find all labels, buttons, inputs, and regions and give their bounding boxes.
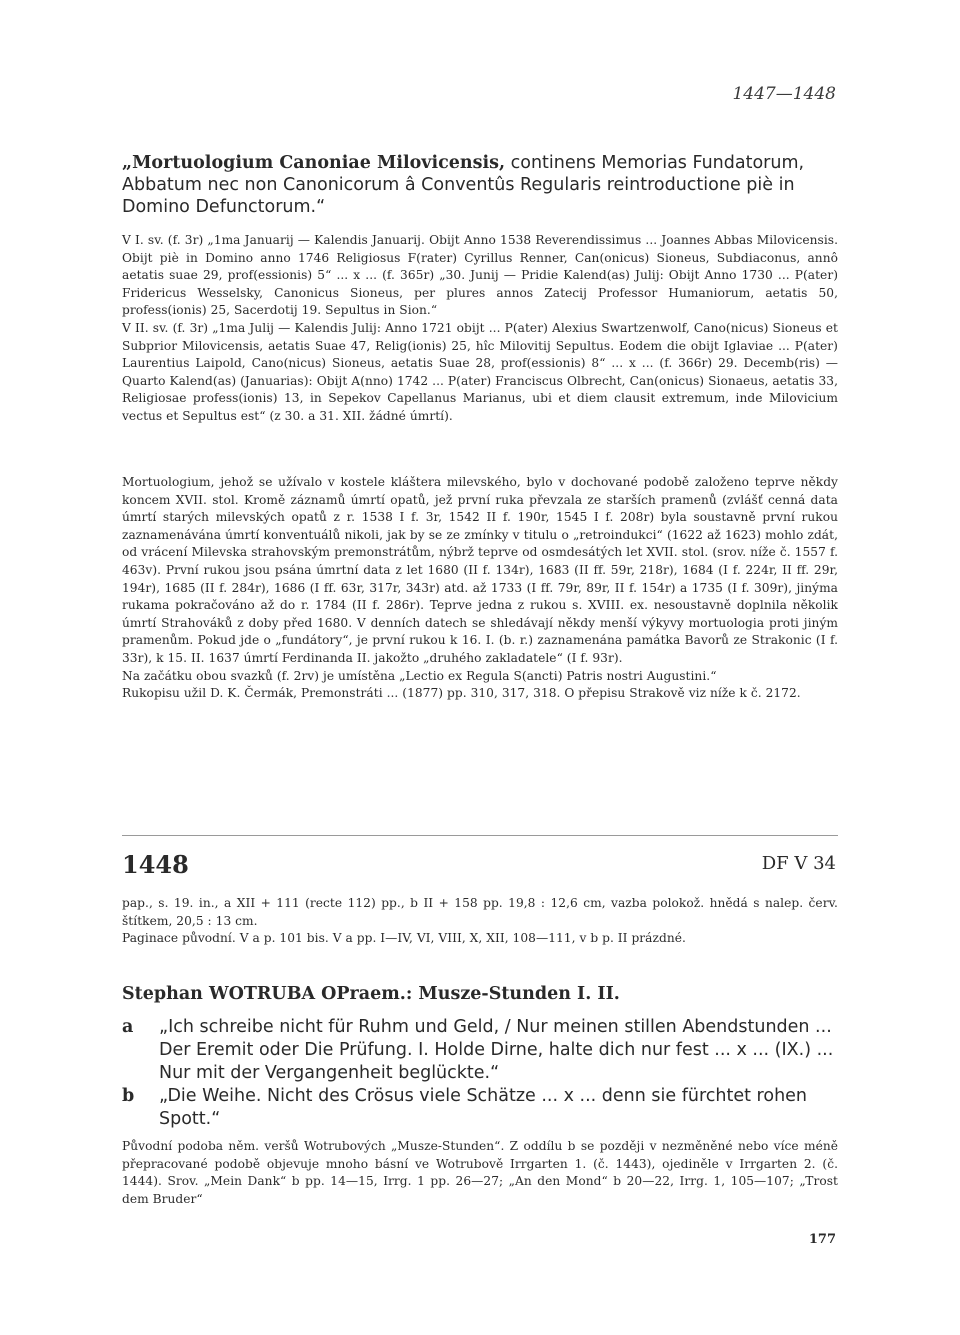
shelf-signature: DF V 34	[761, 853, 836, 874]
author-work-heading: Stephan WOTRUBA OPraem.: Musze-Stunden I. II.	[122, 984, 620, 1004]
entry-1448-commentary	[122, 1138, 838, 1208]
part-a-text: „Ich schreibe nicht für Ruhm und Geld, / Nur meinen stillen Abendstunden ... Der Eremit oder Die Prüfung. I. Holde Dirne, halte dich nur fest ... x ... (IX.) ... Nur mit der Vergangenheit beglückte.“	[159, 1017, 834, 1083]
part-b-text: „Die Weihe. Nicht des Crösus viele Schätze ... x ... denn sie fürchtet rohen Spott.“	[159, 1086, 808, 1129]
part-b-incipit	[122, 1085, 838, 1131]
entry-1448-description	[122, 895, 838, 948]
commentary-paragraph: Mortuologium, jehož se užívalo v kostele kláštera milevského, bylo v dochované podobě založeno teprve někdy koncem XVII. stol. Kromě záznamů úmrtí opatů, jež první ruka převzala ze starších pramenů (zvlášť cenná data úmrtí starých milevských opatů z r. 1538 I f. 3r, 1542 II f. 190r, 1545 I f. 208r) byla soustavně první rukou zaznamenávána úmrtí konventuálů nikoli, jak by se ze zmínky v titulu o „retroindukci“ (1622 až 1623) mohlo zdát, od vrácení Milevska strahovským premonstrátům, nýbrž teprve od osmdesátých let XVII. stol. (srov. níže č. 1557 f. 463v). První rukou jsou psána úmrtní data z let 1680 (II f. 134r), 1683 (II ff. 59r, 218r), 1684 (I f. 224r, II ff. 29r, 194r), 1685 (II f. 284r), 1686 (I ff. 63r, 317r, 343r) atd. až 1733 (I ff. 79r, 89r, II f. 154r) a 1735 (I f. 309r), jinýma rukama pokračováno až do r. 1784 (II f. 286r). Teprve jedna z rukou s. XVIII. ex. nesoustavně doplnila několik úmrtí Strahováků z doby před 1680. V denních datech se shledávají někdy menší výkyvy mortuologia proti jiným pramenům. Pokud jde o „fundátory“, je první rukou k 16. I. (b. r.) zaznamenána památka Bavorů ze Strakonic (I f. 33r), k 15. II. 1637 úmrtí Ferdinanda II. jakožto „druhého zakladatele“ (I f. 93r).	[122, 475, 838, 665]
commentary-paragraph: Původní podoba něm. veršů Wotrubových „Musze-Stunden“. Z oddílu b se později v nezměněné nebo více méně přepracované podobě objevuje mnoho básní ve Wotrubově Irrgarten 1. (č. 1443), ojediněle v Irrgarten 2. (č. 1444). Srov. „Mein Dank“ b pp. 14—15, Irrg. 1 pp. 26—27; „An den Mond“ b 20—22, Irrg. 1, 105—107; „Trost dem Bruder“	[122, 1139, 838, 1206]
physical-description: pap., s. 19. in., a XII + 111 (recte 112) pp., b II + 158 pp. 19,8 : 12,6 cm, vazba polokož. hnědá s nalep. červ. štítkem, 20,5 : 13 cm.	[122, 896, 838, 928]
entry-1447-excerpt	[122, 232, 838, 426]
entry-number: 1448	[122, 850, 189, 879]
pagination-note: Paginace původní. V a p. 101 bis. V a pp. I—IV, VI, VIII, X, XII, 108—111, v b p. II prázdné.	[122, 931, 686, 946]
commentary-paragraph: Rukopisu užil D. K. Čermák, Premonstráti ... (1877) pp. 310, 317, 318. O přepisu Strakově viz níže k č. 2172.	[122, 686, 801, 701]
running-header: 1447—1448	[732, 84, 836, 104]
entry-1447-title	[122, 152, 838, 218]
part-label: b	[122, 1086, 135, 1106]
part-label: a	[122, 1017, 134, 1037]
section-divider	[122, 835, 838, 836]
excerpt-volume-2: V II. sv. (f. 3r) „1ma Julij — Kalendis Julij: Anno 1721 obijt ... P(ater) Alexius Swartzenwolf, Cano(nicus) Sioneus et Subprior Milovicensis, aetatis Suae 47, Relig(ionis) 25, hîc Milovitij Sepultus. Eodem die obijt Iglaviae ... P(ater) Laurentius Laipold, Cano(nicus) Sioneus, aetatis Suae 28, prof(essionis) 8“ ... x ... (f. 366r) 29. Decemb(ris) — Quarto Kalend(as) (Januarias): Obijt A(nno) 1742 ... P(ater) Franciscus Olbrecht, Can(onicus) Sionaeus, aetatis 33, Religiosae profess(ionis) 13, in Sepekov Capellanus Marianus, ubi et diem clausit extremum, inde Milovicium vectus et Sepultus est“ (z 30. a 31. XII. žádné úmrtí).	[122, 320, 838, 423]
commentary-paragraph: Na začátku obou svazků (f. 2rv) je umístěna „Lectio ex Regula S(ancti) Patris nostri Augustini.“	[122, 668, 717, 683]
manuscript-title-bold: „Mortuologium Canoniae Milovicensis,	[122, 153, 506, 173]
page-number: 177	[808, 1232, 836, 1247]
entry-1447-commentary	[122, 474, 838, 703]
excerpt-volume-1: V I. sv. (f. 3r) „1ma Januarij — Kalendis Januarij. Obijt Anno 1538 Reverendissimus ... Joannes Abbas Milovicensis. Obijt piè in Domino anno 1746 Religiosus F(rater) Cyrillus Renner, Can(onicus) Sioneus, Subdiaconus, annô aetatis suae 29, prof(essionis) 5“ ... x ... (f. 365r) „30. Junij — Pridie Kalend(as) Julij: Obijt Anno 1730 ... P(ater) Fridericus Wesselsky, Canonicus Sioneus, per plures annos Zatecij Professor Humaniorum, aetatis 50, profess(ionis) 25, Sacerdotij 19. Sepultus in Sion.“	[122, 233, 838, 318]
part-a-incipit	[122, 1016, 838, 1085]
manuscript-title-rest: continens Memorias Fundatorum, Abbatum nec non Canonicorum â Conventûs Regularis reintroductione piè in Domino Defunctorum.“	[122, 153, 805, 217]
